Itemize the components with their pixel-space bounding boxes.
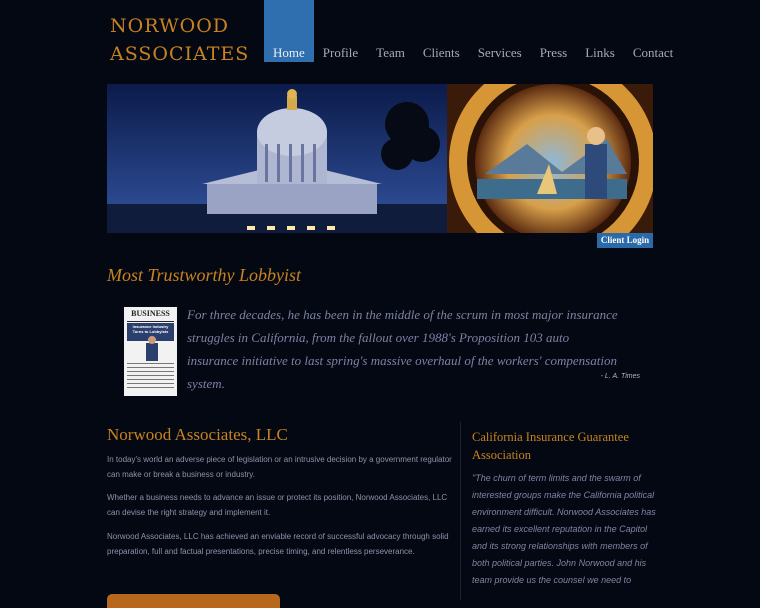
site-logo[interactable] — [110, 12, 249, 68]
main-nav — [264, 0, 682, 62]
nav-clients[interactable]: Clients — [422, 45, 460, 60]
nav-links[interactable]: Links — [585, 45, 615, 60]
logo-line-2: ASSOCIATES — [110, 43, 250, 65]
logo-line-1: NORWOOD — [110, 15, 230, 37]
magazine-cover-image — [124, 307, 177, 396]
intro-paragraph-3: Norwood Associates, LLC has achieved an enviable record of successful advocacy through solid preparation, full and factual presentations, precise timing, and relentless perseverance. — [107, 532, 449, 556]
nav-home[interactable]: Home — [264, 0, 314, 62]
client-login-button[interactable]: Client Login — [597, 233, 653, 248]
testimonial-title: California Insurance Guarantee Association — [472, 430, 629, 462]
quote-source: - L. A. Times — [600, 373, 640, 380]
intro-paragraph-1: In today's world an adverse piece of legislation or an intrusive decision by a government regulator can make or break a business or industry. — [107, 455, 452, 479]
magazine-masthead: BUSINESS — [131, 309, 170, 318]
column-divider — [460, 422, 461, 600]
nav-contact[interactable]: Contact — [632, 45, 674, 60]
nav-profile[interactable]: Profile — [322, 45, 359, 60]
nav-services[interactable]: Services — [477, 45, 522, 60]
hero-banner — [107, 84, 653, 233]
feature-headline: Most Trustworthy Lobbyist — [107, 265, 302, 285]
nav-press[interactable]: Press — [539, 45, 568, 60]
press-quote: For three decades, he has been in the middle of the scrum in most major insurance struggles in California, from the fallout over 1988's Proposition 103 auto insurance initiative to last spring's massive overhaul of the workers' compensation system. — [187, 307, 618, 391]
nav-team[interactable]: Team — [376, 45, 405, 60]
company-title: Norwood Associates, LLC — [107, 425, 288, 444]
intro-paragraph-2: Whether a business needs to advance an issue or protect its position, Norwood Associates, LLC can devise the right strategy and implement it. — [107, 493, 448, 517]
capitol-seal-illustration — [107, 84, 653, 233]
testimonial-text: "The churn of term limits and the swarm of interested groups make the California political environment difficult. Norwood Associates has earned its excellent reputation in the Capitol and its strong relationships with members of both political parties. John Norwood and his team provide us the counsel we need to — [472, 473, 656, 585]
cta-button[interactable] — [107, 594, 280, 608]
magazine-headline: Insurance Industry Turns to Lobbyists — [132, 324, 169, 334]
